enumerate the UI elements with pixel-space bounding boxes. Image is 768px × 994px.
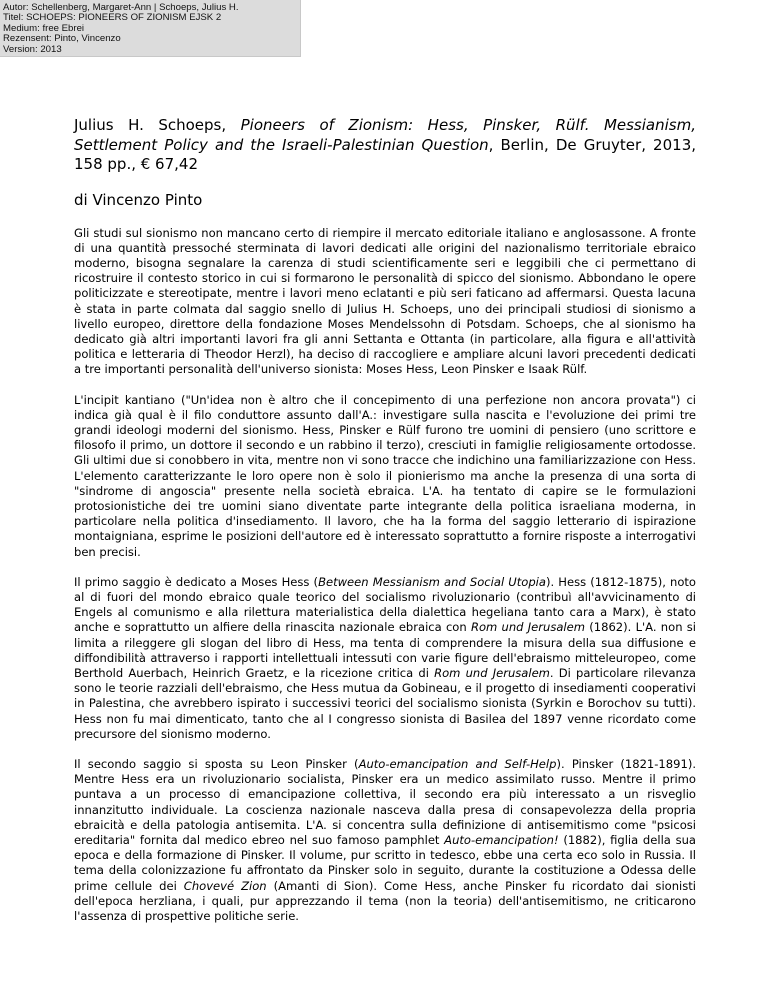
meta-author: Autor: Schellenberg, Margaret-Ann | Schoeps, Julius H. xyxy=(3,2,239,13)
meta-medium: Medium: free Ebrei xyxy=(3,22,85,34)
paragraph-3 xyxy=(74,575,696,742)
p4-text-a: Il secondo saggio si sposta su Leon Pinsker ( xyxy=(74,757,359,771)
meta-reviewer: Rezensent: Pinto, Vincenzo xyxy=(3,33,121,45)
p3-italic-f: Rom und Jerusalem xyxy=(434,665,550,680)
book-citation xyxy=(74,116,696,175)
byline: di Vincenzo Pinto xyxy=(74,190,203,209)
review-body xyxy=(74,116,696,924)
p3-italic-b: Between Messianism and Social Utopia xyxy=(318,574,546,589)
p3-text-g: . Di particolare rilevanza sono le teorie razziali dell'ebraismo, che Hess mutua da Gobineau, e il progetto di insediamenti cooperativi in Palestina, che avrebbero ispirato i successivi teorici del socialismo sionista (Syrkin e Borochov su tutti). Hess non fu mai dimenticato, tanto che al I congresso sionista di Basilea del 1897 venne ricordato come precursore del sionismo moderno. xyxy=(74,665,696,741)
paragraph-1: Gli studi sul sionismo non mancano certo di riempire il mercato editoriale italiano e anglosassone. A fronte di una quantità pressoché sterminata di lavori dedicati alle origini del nazionalismo territoriale ebraico moderno, bisogna segnalare la carenza di studi scientificamente seri e leggibili che ci permettano di ricostruire il contesto storico in cui si formarono le personalità di spicco del sionismo. Abbondano le opere politicizzate e stereotipate, mentre i lavori meno eclatanti e più seri faticano ad affermarsi. Questa lacuna è stata in parte colmata dal saggio snello di Julius H. Schoeps, uno dei principali studiosi di sionismo a livello europeo, direttore della fondazione Moses Mendelssohn di Potsdam. Schoeps, che al sionismo ha dedicato già altri importanti lavori fra gli anni Settanta e Ottanta (in particolare, alla figura e all'attività politica e letteraria di Theodor Herzl), ha deciso di raccogliere e ampliare alcuni lavori precedenti dedicati a tre importanti personalità dell'universo sionista: Moses Hess, Leon Pinsker e Isaak Rülf. xyxy=(74,225,696,377)
p4-text-g: (Amanti di Sion). Come Hess, anche Pinsker fu ricordato dai sionisti dell'epoca herzliana, i quali, pur apprezzando il tema (non la teoria) dell'antisemitismo, ne criticarono l'assenza di prospettive politiche serie. xyxy=(74,878,696,924)
p3-italic-d: Rom und Jerusalem xyxy=(470,620,585,635)
p3-text-c: ). Hess (1812-1875), noto al di fuori del mondo ebraico quale teorico del socialismo rivoluzionario (contribuì all'avvicinamento di Engels al comunismo e alla rilettura materialistica della dialettica hegeliana tanto cara a Marx), è stato anche e soprattutto un alfiere della rinascita nazionale ebraica con xyxy=(74,574,696,635)
paragraph-4 xyxy=(74,757,696,924)
p4-italic-d: Auto-emancipation! xyxy=(444,833,559,848)
citation-details: , Berlin, De Gruyter, 2013, 158 pp., € 67,42 xyxy=(74,135,697,173)
p4-italic-b: Auto-emancipation and Self-Help xyxy=(358,757,557,771)
meta-version: Version: 2013 xyxy=(3,43,62,55)
p4-text-c: ). Pinsker (1821-1891). Mentre Hess era un rivoluzionario socialista, Pinsker era un medico assimilato russo. Mentre il primo puntava a un processo di emancipazione collettiva, il secondo era più interessato a un risveglio innanzitutto individuale. La coscienza nazionale nasceva dalla presa di consapevolezza della propria ebraicità e della patologia antisemita. L'A. si concentra sulla definizione di antisemitismo come "psicosi ereditaria" fornita dal medico ebreo nel suo famoso pamphlet xyxy=(74,757,696,848)
paragraph-2: L'incipit kantiano ("Un'idea non è altro che il concepimento di una perfezione non ancora provata") ci indica già qual è il filo conduttore assunto dall'A.: investigare sulla nascita e l'evoluzione dei primi tre grandi ideologi moderni del sionismo. Hess, Pinsker e Rülf furono tre uomini di pensiero (uno scrittore e filosofo il primo, un dottore il secondo e un rabbino il terzo), cresciuti in famiglie religiosamente ortodosse. Gli ultimi due si conobbero in vita, mentre non vi sono tracce che indichino una familiarizzazione con Hess. L'elemento caratterizzante le loro opere non è solo il pionierismo ma anche la presenza di una sorta di "sindrome di angoscia" presente nella società ebraica. L'A. ha tentato di capire se le formulazioni protosionistiche dei tre uomini siano diventate parte integrante della politica israeliana moderna, in particolare nella politica d'insediamento. Il lavoro, che ha la forma del saggio letterario di ispirazione montaigniana, esprime le posizioni dell'autore ed è interessato soprattutto a fornire risposte a interrogativi ben precisi. xyxy=(74,392,696,559)
citation-author: Julius H. Schoeps, xyxy=(74,116,227,134)
p4-italic-f: Chovevé Zion xyxy=(183,878,267,893)
p3-text-a: Il primo saggio è dedicato a Moses Hess ( xyxy=(74,574,319,589)
p3-text-e: (1862). L'A. non si limita a rileggere gli slogan del libro di Hess, ma tenta di comprendere la misura della sua diffusione e diffondibilità attraverso i rapporti intellettuali intessuti con varie figure dell'ebraismo mitteleuropeo, come Berthold Auerbach, Heinrich Graetz, e la ricezione critica di xyxy=(74,620,696,680)
citation-title: Pioneers of Zionism: Hess, Pinsker, Rülf. Messianism, Settlement Policy and the Israeli-Palestinian Question xyxy=(74,116,696,154)
document-meta-box xyxy=(0,0,301,57)
meta-title: Titel: SCHOEPS: PIONEERS OF ZIONISM EJSK 2 xyxy=(3,12,222,24)
p4-text-e: (1882), figlia della sua epoca e della formazione di Pinsker. Il volume, pur scritto in tedesco, ebbe una certa eco solo in Russia. Il tema della colonizzazione fu affrontato da Pinsker solo in seguito, durante la costituzione a Odessa delle prime cellule dei xyxy=(74,833,696,893)
